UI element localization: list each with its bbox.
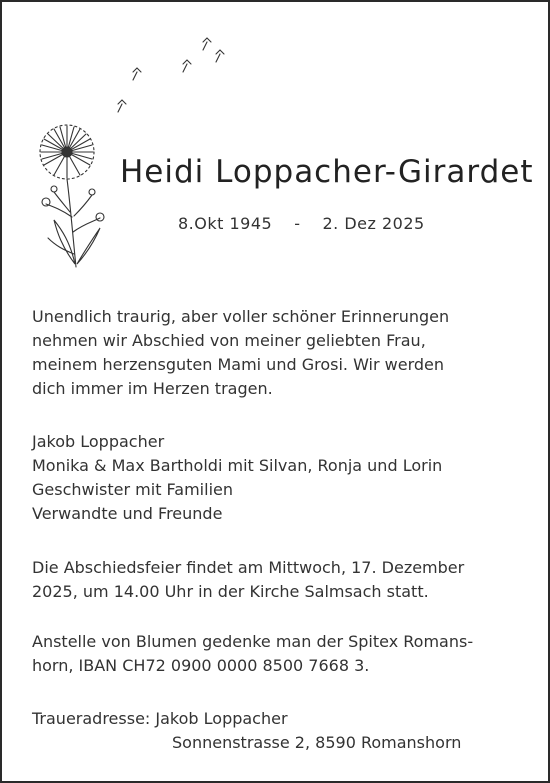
text-line: dich immer im Herzen tragen. — [32, 379, 273, 398]
mourning-address — [32, 707, 461, 755]
text-line: nehmen wir Abschied von meiner geliebten Frau, — [32, 331, 426, 350]
text-line: Die Abschiedsfeier findet am Mittwoch, 17. Dezember — [32, 558, 465, 577]
ceremony-info — [32, 556, 464, 604]
floating-seed-icon — [183, 60, 191, 72]
death-date: 2. Dez 2025 — [322, 214, 425, 233]
donation-info — [32, 630, 473, 678]
deceased-name: Heidi Loppacher-Girardet — [120, 154, 534, 190]
text-line: meinem herzensguten Mami und Grosi. Wir werden — [32, 355, 445, 374]
address-line: Traueradresse: Jakob Loppacher — [32, 709, 288, 728]
text-line: Unendlich traurig, aber voller schöner Erinnerungen — [32, 307, 450, 326]
mourner-item: Geschwister mit Familien — [32, 480, 233, 499]
floating-seed-icon — [203, 38, 211, 50]
mourner-item: Monika & Max Bartholdi mit Silvan, Ronja und Lorin — [32, 456, 443, 475]
mourner-item: Jakob Loppacher — [32, 432, 165, 451]
address-line: Sonnenstrasse 2, 8590 Romanshorn — [172, 733, 462, 752]
floating-seed-icon — [216, 50, 224, 62]
text-line: 2025, um 14.00 Uhr in der Kirche Salmsach statt. — [32, 582, 429, 601]
birth-date: 8.Okt 1945 — [178, 214, 273, 233]
text-line: horn, IBAN CH72 0900 0000 8500 7668 3. — [32, 656, 370, 675]
text-line: Anstelle von Blumen gedenke man der Spitex Romans- — [32, 632, 474, 651]
floating-seed-icon — [133, 68, 141, 80]
mourner-item: Verwandte und Freunde — [32, 504, 223, 523]
farewell-message — [32, 305, 449, 401]
life-dates — [178, 214, 425, 233]
date-separator: - — [294, 214, 301, 233]
mourners-list — [32, 430, 442, 526]
floating-seed-icon — [118, 100, 126, 112]
dandelion-head — [40, 125, 94, 179]
